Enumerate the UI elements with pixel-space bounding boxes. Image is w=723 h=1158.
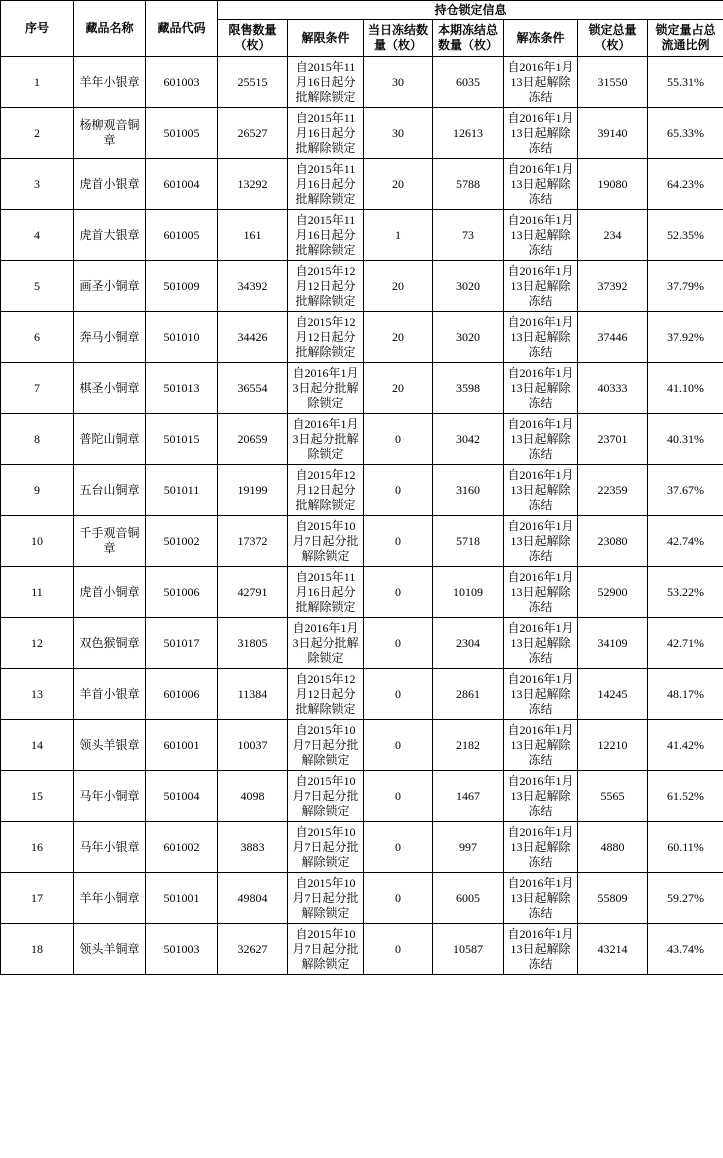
cell-unlock-condition: 自2015年11月16日起分批解除锁定 bbox=[288, 210, 364, 261]
cell-unlock-condition: 自2015年10月7日起分批解除锁定 bbox=[288, 822, 364, 873]
cell-locked-total: 19080 bbox=[578, 159, 648, 210]
cell-limit-qty: 161 bbox=[218, 210, 288, 261]
table-row bbox=[1, 669, 723, 720]
cell-today-frozen-qty: 0 bbox=[364, 567, 433, 618]
cell-code: 501002 bbox=[146, 516, 218, 567]
cell-index: 8 bbox=[1, 414, 74, 465]
cell-unfreeze-condition: 自2016年1月13日起解除冻结 bbox=[504, 669, 578, 720]
table-header bbox=[1, 1, 723, 57]
cell-limit-qty: 32627 bbox=[218, 924, 288, 975]
cell-index: 14 bbox=[1, 720, 74, 771]
cell-period-frozen-total: 1467 bbox=[433, 771, 504, 822]
cell-index: 13 bbox=[1, 669, 74, 720]
cell-locked-ratio: 48.17% bbox=[648, 669, 723, 720]
cell-code: 501003 bbox=[146, 924, 218, 975]
cell-limit-qty: 10037 bbox=[218, 720, 288, 771]
cell-limit-qty: 3883 bbox=[218, 822, 288, 873]
cell-unlock-condition: 自2015年12月12日起分批解除锁定 bbox=[288, 465, 364, 516]
cell-index: 16 bbox=[1, 822, 74, 873]
table-row bbox=[1, 771, 723, 822]
cell-index: 2 bbox=[1, 108, 74, 159]
table-row bbox=[1, 261, 723, 312]
cell-code: 501017 bbox=[146, 618, 218, 669]
cell-limit-qty: 13292 bbox=[218, 159, 288, 210]
cell-code: 601006 bbox=[146, 669, 218, 720]
cell-period-frozen-total: 2182 bbox=[433, 720, 504, 771]
table-row bbox=[1, 465, 723, 516]
cell-limit-qty: 19199 bbox=[218, 465, 288, 516]
group-header-lock-info: 持仓锁定信息 bbox=[218, 1, 723, 20]
cell-name: 虎首小银章 bbox=[74, 159, 146, 210]
cell-today-frozen-qty: 0 bbox=[364, 822, 433, 873]
cell-period-frozen-total: 3042 bbox=[433, 414, 504, 465]
cell-limit-qty: 34426 bbox=[218, 312, 288, 363]
cell-limit-qty: 34392 bbox=[218, 261, 288, 312]
cell-period-frozen-total: 5718 bbox=[433, 516, 504, 567]
cell-name: 杨柳观音铜章 bbox=[74, 108, 146, 159]
cell-today-frozen-qty: 20 bbox=[364, 261, 433, 312]
cell-locked-ratio: 64.23% bbox=[648, 159, 723, 210]
col-header-today-frozen-qty: 当日冻结数量（枚） bbox=[364, 20, 433, 57]
cell-locked-total: 40333 bbox=[578, 363, 648, 414]
cell-code: 501015 bbox=[146, 414, 218, 465]
header-group-row bbox=[1, 1, 723, 20]
cell-locked-ratio: 37.92% bbox=[648, 312, 723, 363]
cell-code: 601005 bbox=[146, 210, 218, 261]
cell-locked-ratio: 40.31% bbox=[648, 414, 723, 465]
cell-limit-qty: 25515 bbox=[218, 57, 288, 108]
cell-unlock-condition: 自2015年10月7日起分批解除锁定 bbox=[288, 516, 364, 567]
cell-unfreeze-condition: 自2016年1月13日起解除冻结 bbox=[504, 822, 578, 873]
cell-locked-ratio: 53.22% bbox=[648, 567, 723, 618]
cell-locked-total: 5565 bbox=[578, 771, 648, 822]
cell-index: 5 bbox=[1, 261, 74, 312]
cell-today-frozen-qty: 0 bbox=[364, 924, 433, 975]
table-row bbox=[1, 414, 723, 465]
cell-index: 10 bbox=[1, 516, 74, 567]
cell-period-frozen-total: 997 bbox=[433, 822, 504, 873]
cell-code: 501010 bbox=[146, 312, 218, 363]
cell-unlock-condition: 自2015年10月7日起分批解除锁定 bbox=[288, 924, 364, 975]
cell-unfreeze-condition: 自2016年1月13日起解除冻结 bbox=[504, 108, 578, 159]
cell-name: 羊年小银章 bbox=[74, 57, 146, 108]
cell-locked-total: 37392 bbox=[578, 261, 648, 312]
cell-code: 501013 bbox=[146, 363, 218, 414]
cell-code: 501006 bbox=[146, 567, 218, 618]
cell-locked-total: 31550 bbox=[578, 57, 648, 108]
cell-locked-ratio: 42.74% bbox=[648, 516, 723, 567]
table-row bbox=[1, 210, 723, 261]
cell-unfreeze-condition: 自2016年1月13日起解除冻结 bbox=[504, 567, 578, 618]
cell-code: 601004 bbox=[146, 159, 218, 210]
cell-unfreeze-condition: 自2016年1月13日起解除冻结 bbox=[504, 261, 578, 312]
cell-today-frozen-qty: 0 bbox=[364, 771, 433, 822]
cell-index: 18 bbox=[1, 924, 74, 975]
cell-name: 马年小银章 bbox=[74, 822, 146, 873]
col-header-code: 藏品代码 bbox=[146, 1, 218, 57]
cell-index: 9 bbox=[1, 465, 74, 516]
cell-today-frozen-qty: 20 bbox=[364, 159, 433, 210]
cell-locked-ratio: 65.33% bbox=[648, 108, 723, 159]
cell-unfreeze-condition: 自2016年1月13日起解除冻结 bbox=[504, 618, 578, 669]
cell-locked-total: 22359 bbox=[578, 465, 648, 516]
table-row bbox=[1, 924, 723, 975]
cell-index: 12 bbox=[1, 618, 74, 669]
cell-unlock-condition: 自2015年11月16日起分批解除锁定 bbox=[288, 159, 364, 210]
cell-unfreeze-condition: 自2016年1月13日起解除冻结 bbox=[504, 312, 578, 363]
cell-period-frozen-total: 5788 bbox=[433, 159, 504, 210]
cell-locked-ratio: 37.67% bbox=[648, 465, 723, 516]
cell-unfreeze-condition: 自2016年1月13日起解除冻结 bbox=[504, 159, 578, 210]
cell-locked-ratio: 60.11% bbox=[648, 822, 723, 873]
cell-index: 7 bbox=[1, 363, 74, 414]
cell-name: 羊年小铜章 bbox=[74, 873, 146, 924]
cell-limit-qty: 42791 bbox=[218, 567, 288, 618]
cell-locked-ratio: 43.74% bbox=[648, 924, 723, 975]
cell-name: 虎首小铜章 bbox=[74, 567, 146, 618]
cell-unfreeze-condition: 自2016年1月13日起解除冻结 bbox=[504, 465, 578, 516]
cell-unlock-condition: 自2015年10月7日起分批解除锁定 bbox=[288, 873, 364, 924]
cell-index: 15 bbox=[1, 771, 74, 822]
cell-locked-ratio: 61.52% bbox=[648, 771, 723, 822]
cell-name: 马年小铜章 bbox=[74, 771, 146, 822]
cell-code: 501004 bbox=[146, 771, 218, 822]
table-row bbox=[1, 312, 723, 363]
cell-locked-total: 234 bbox=[578, 210, 648, 261]
cell-code: 601002 bbox=[146, 822, 218, 873]
cell-limit-qty: 17372 bbox=[218, 516, 288, 567]
cell-unlock-condition: 自2016年1月3日起分批解除锁定 bbox=[288, 363, 364, 414]
cell-locked-total: 4880 bbox=[578, 822, 648, 873]
cell-name: 千手观音铜章 bbox=[74, 516, 146, 567]
cell-unlock-condition: 自2015年12月12日起分批解除锁定 bbox=[288, 669, 364, 720]
cell-limit-qty: 36554 bbox=[218, 363, 288, 414]
cell-period-frozen-total: 6035 bbox=[433, 57, 504, 108]
cell-today-frozen-qty: 30 bbox=[364, 57, 433, 108]
cell-unfreeze-condition: 自2016年1月13日起解除冻结 bbox=[504, 771, 578, 822]
cell-period-frozen-total: 73 bbox=[433, 210, 504, 261]
cell-unfreeze-condition: 自2016年1月13日起解除冻结 bbox=[504, 516, 578, 567]
cell-locked-ratio: 41.42% bbox=[648, 720, 723, 771]
cell-code: 601003 bbox=[146, 57, 218, 108]
cell-unfreeze-condition: 自2016年1月13日起解除冻结 bbox=[504, 210, 578, 261]
cell-name: 棋圣小铜章 bbox=[74, 363, 146, 414]
cell-limit-qty: 26527 bbox=[218, 108, 288, 159]
cell-today-frozen-qty: 0 bbox=[364, 720, 433, 771]
cell-index: 3 bbox=[1, 159, 74, 210]
cell-limit-qty: 31805 bbox=[218, 618, 288, 669]
table-row bbox=[1, 57, 723, 108]
cell-index: 6 bbox=[1, 312, 74, 363]
cell-unlock-condition: 自2015年12月12日起分批解除锁定 bbox=[288, 312, 364, 363]
cell-limit-qty: 20659 bbox=[218, 414, 288, 465]
cell-limit-qty: 11384 bbox=[218, 669, 288, 720]
table-row bbox=[1, 363, 723, 414]
cell-unlock-condition: 自2015年11月16日起分批解除锁定 bbox=[288, 567, 364, 618]
cell-today-frozen-qty: 0 bbox=[364, 873, 433, 924]
cell-name: 普陀山铜章 bbox=[74, 414, 146, 465]
cell-period-frozen-total: 3020 bbox=[433, 312, 504, 363]
cell-locked-total: 14245 bbox=[578, 669, 648, 720]
cell-unfreeze-condition: 自2016年1月13日起解除冻结 bbox=[504, 873, 578, 924]
cell-name: 画圣小铜章 bbox=[74, 261, 146, 312]
cell-name: 羊首小银章 bbox=[74, 669, 146, 720]
col-header-index: 序号 bbox=[1, 1, 74, 57]
cell-unlock-condition: 自2016年1月3日起分批解除锁定 bbox=[288, 414, 364, 465]
cell-locked-total: 39140 bbox=[578, 108, 648, 159]
cell-unfreeze-condition: 自2016年1月13日起解除冻结 bbox=[504, 924, 578, 975]
cell-unfreeze-condition: 自2016年1月13日起解除冻结 bbox=[504, 414, 578, 465]
table-row bbox=[1, 516, 723, 567]
cell-name: 奔马小铜章 bbox=[74, 312, 146, 363]
cell-today-frozen-qty: 0 bbox=[364, 414, 433, 465]
col-header-locked-total: 锁定总量（枚） bbox=[578, 20, 648, 57]
cell-limit-qty: 4098 bbox=[218, 771, 288, 822]
cell-index: 4 bbox=[1, 210, 74, 261]
cell-unlock-condition: 自2015年11月16日起分批解除锁定 bbox=[288, 108, 364, 159]
cell-locked-ratio: 59.27% bbox=[648, 873, 723, 924]
cell-unlock-condition: 自2015年10月7日起分批解除锁定 bbox=[288, 720, 364, 771]
table-row bbox=[1, 567, 723, 618]
cell-locked-ratio: 37.79% bbox=[648, 261, 723, 312]
cell-period-frozen-total: 10109 bbox=[433, 567, 504, 618]
table-row bbox=[1, 159, 723, 210]
cell-code: 501005 bbox=[146, 108, 218, 159]
cell-name: 双色猴铜章 bbox=[74, 618, 146, 669]
table-row bbox=[1, 108, 723, 159]
cell-name: 五台山铜章 bbox=[74, 465, 146, 516]
cell-today-frozen-qty: 0 bbox=[364, 669, 433, 720]
table-row bbox=[1, 618, 723, 669]
cell-locked-total: 55809 bbox=[578, 873, 648, 924]
cell-unfreeze-condition: 自2016年1月13日起解除冻结 bbox=[504, 57, 578, 108]
cell-unlock-condition: 自2016年1月3日起分批解除锁定 bbox=[288, 618, 364, 669]
cell-unfreeze-condition: 自2016年1月13日起解除冻结 bbox=[504, 363, 578, 414]
cell-name: 领头羊铜章 bbox=[74, 924, 146, 975]
cell-index: 1 bbox=[1, 57, 74, 108]
cell-index: 11 bbox=[1, 567, 74, 618]
cell-code: 601001 bbox=[146, 720, 218, 771]
cell-name: 虎首大银章 bbox=[74, 210, 146, 261]
col-header-period-frozen-total: 本期冻结总数量（枚） bbox=[433, 20, 504, 57]
col-header-unlock-condition: 解限条件 bbox=[288, 20, 364, 57]
cell-locked-total: 23080 bbox=[578, 516, 648, 567]
cell-locked-total: 23701 bbox=[578, 414, 648, 465]
cell-locked-ratio: 52.35% bbox=[648, 210, 723, 261]
cell-period-frozen-total: 2304 bbox=[433, 618, 504, 669]
cell-locked-ratio: 41.10% bbox=[648, 363, 723, 414]
cell-period-frozen-total: 12613 bbox=[433, 108, 504, 159]
table-row bbox=[1, 873, 723, 924]
cell-code: 501001 bbox=[146, 873, 218, 924]
cell-today-frozen-qty: 20 bbox=[364, 363, 433, 414]
cell-code: 501009 bbox=[146, 261, 218, 312]
cell-today-frozen-qty: 1 bbox=[364, 210, 433, 261]
cell-code: 501011 bbox=[146, 465, 218, 516]
cell-today-frozen-qty: 20 bbox=[364, 312, 433, 363]
cell-unlock-condition: 自2015年12月12日起分批解除锁定 bbox=[288, 261, 364, 312]
cell-locked-ratio: 42.71% bbox=[648, 618, 723, 669]
cell-name: 领头羊银章 bbox=[74, 720, 146, 771]
cell-locked-total: 34109 bbox=[578, 618, 648, 669]
cell-limit-qty: 49804 bbox=[218, 873, 288, 924]
cell-today-frozen-qty: 0 bbox=[364, 465, 433, 516]
cell-locked-total: 52900 bbox=[578, 567, 648, 618]
col-header-limit-qty: 限售数量（枚） bbox=[218, 20, 288, 57]
col-header-locked-ratio: 锁定量占总流通比例 bbox=[648, 20, 723, 57]
table-body bbox=[1, 57, 723, 975]
cell-period-frozen-total: 3020 bbox=[433, 261, 504, 312]
cell-locked-total: 43214 bbox=[578, 924, 648, 975]
cell-index: 17 bbox=[1, 873, 74, 924]
cell-period-frozen-total: 10587 bbox=[433, 924, 504, 975]
cell-locked-total: 37446 bbox=[578, 312, 648, 363]
cell-today-frozen-qty: 0 bbox=[364, 618, 433, 669]
cell-today-frozen-qty: 0 bbox=[364, 516, 433, 567]
cell-unfreeze-condition: 自2016年1月13日起解除冻结 bbox=[504, 720, 578, 771]
col-header-unfreeze-condition: 解冻条件 bbox=[504, 20, 578, 57]
cell-unlock-condition: 自2015年10月7日起分批解除锁定 bbox=[288, 771, 364, 822]
table-row bbox=[1, 822, 723, 873]
cell-period-frozen-total: 3160 bbox=[433, 465, 504, 516]
cell-locked-total: 12210 bbox=[578, 720, 648, 771]
cell-locked-ratio: 55.31% bbox=[648, 57, 723, 108]
cell-unlock-condition: 自2015年11月16日起分批解除锁定 bbox=[288, 57, 364, 108]
table-row bbox=[1, 720, 723, 771]
col-header-name: 藏品名称 bbox=[74, 1, 146, 57]
cell-today-frozen-qty: 30 bbox=[364, 108, 433, 159]
cell-period-frozen-total: 2861 bbox=[433, 669, 504, 720]
cell-period-frozen-total: 3598 bbox=[433, 363, 504, 414]
cell-period-frozen-total: 6005 bbox=[433, 873, 504, 924]
